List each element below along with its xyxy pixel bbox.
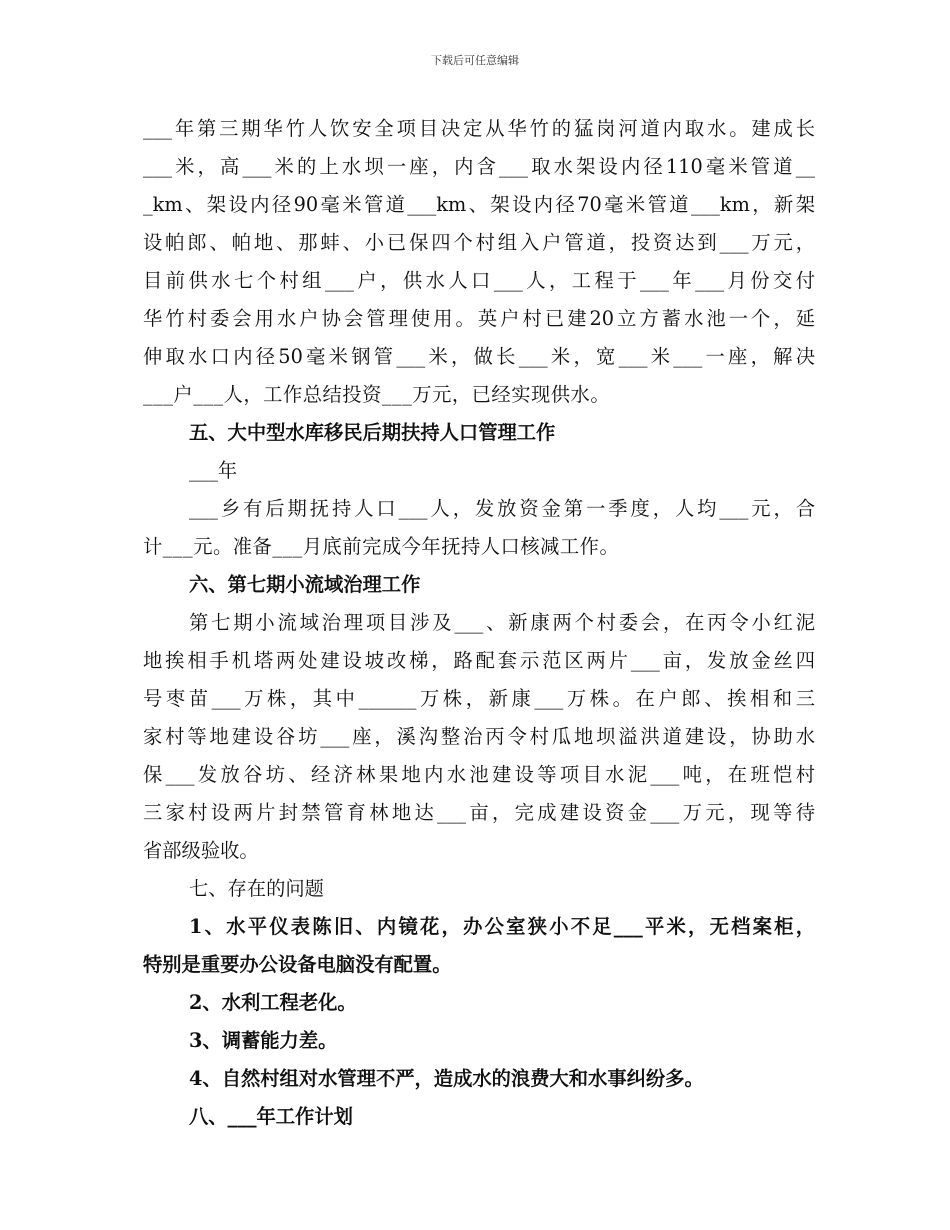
section-heading-6: 六、第七期小流域治理工作 (189, 573, 421, 596)
paragraph-line: ___户___人，工作总结投资___万元，已经实现供水。 (143, 383, 611, 406)
paragraph-line: _km、架设内径90毫米管道___km、架设内径70毫米管道___km，新架 (143, 193, 815, 216)
paragraph-line: 三家村设两片封禁管育林地达___亩，完成建设资金___万元，现等待 (143, 801, 815, 824)
paragraph-line: 华竹村委会用水户协会管理使用。英户村已建20立方蓄水池一个，延 (143, 307, 815, 330)
section-heading-8: 八、___年工作计划 (189, 1105, 353, 1128)
paragraph-line: 设帕郎、帕地、那蚌、小已保四个村组入户管道，投资达到___万元， (143, 231, 815, 254)
document-body (143, 110, 815, 1136)
paragraph-line: 地挨相手机塔两处建设坡改梯，路配套示范区两片___亩，发放金丝四 (143, 649, 815, 672)
paragraph-line: 家村等地建设谷坊___座，溪沟整治丙令村瓜地坝溢洪道建设，协助水 (143, 725, 815, 748)
section-heading-5: 五、大中型水库移民后期扶持人口管理工作 (189, 421, 556, 444)
section-heading-7: 七、存在的问题 (189, 877, 324, 900)
paragraph-line: 目前供水七个村组___户，供水人口___人，工程于___年___月份交付 (143, 269, 815, 292)
issue-item: 4、自然村组对水管理不严，造成水的浪费大和水事纠纷多。 (189, 1067, 704, 1090)
paragraph-line: 保___发放谷坊、经济林果地内水池建设等项目水泥___吨，在班恺村 (143, 763, 815, 786)
page-header: 下载后可任意编辑 (431, 54, 519, 67)
paragraph-line: ___米，高___米的上水坝一座，内含___取水架设内径110毫米管道__ (143, 155, 815, 178)
issue-item: 特别是重要办公设备电脑没有配置。 (143, 953, 452, 976)
paragraph-line: ___年第三期华竹人饮安全项目决定从华竹的猛岗河道内取水。建成长 (143, 117, 815, 140)
paragraph-line: 省部级验收。 (143, 839, 259, 862)
paragraph-line: 第七期小流域治理项目涉及___、新康两个村委会，在丙令小红泥 (189, 611, 815, 634)
issue-item: 1、水平仪表陈旧、内镜花，办公室狭小不足___平米，无档案柜， (189, 915, 815, 938)
paragraph-line: 号枣苗___万株，其中______万株，新康___万株。在户郎、挨相和三 (143, 687, 815, 710)
paragraph-line: 伸取水口内径50毫米钢管___米，做长___米，宽___米___一座，解决 (143, 345, 815, 368)
paragraph-line: 计___元。准备___月底前完成今年抚持人口核减工作。 (143, 535, 620, 558)
issue-item: 3、调蓄能力差。 (189, 1029, 338, 1052)
issue-item: 2、水利工程老化。 (189, 991, 357, 1014)
paragraph-line: ___乡有后期抚持人口___人，发放资金第一季度，人均___元，合 (189, 497, 815, 520)
year-line: ___年 (189, 459, 238, 482)
